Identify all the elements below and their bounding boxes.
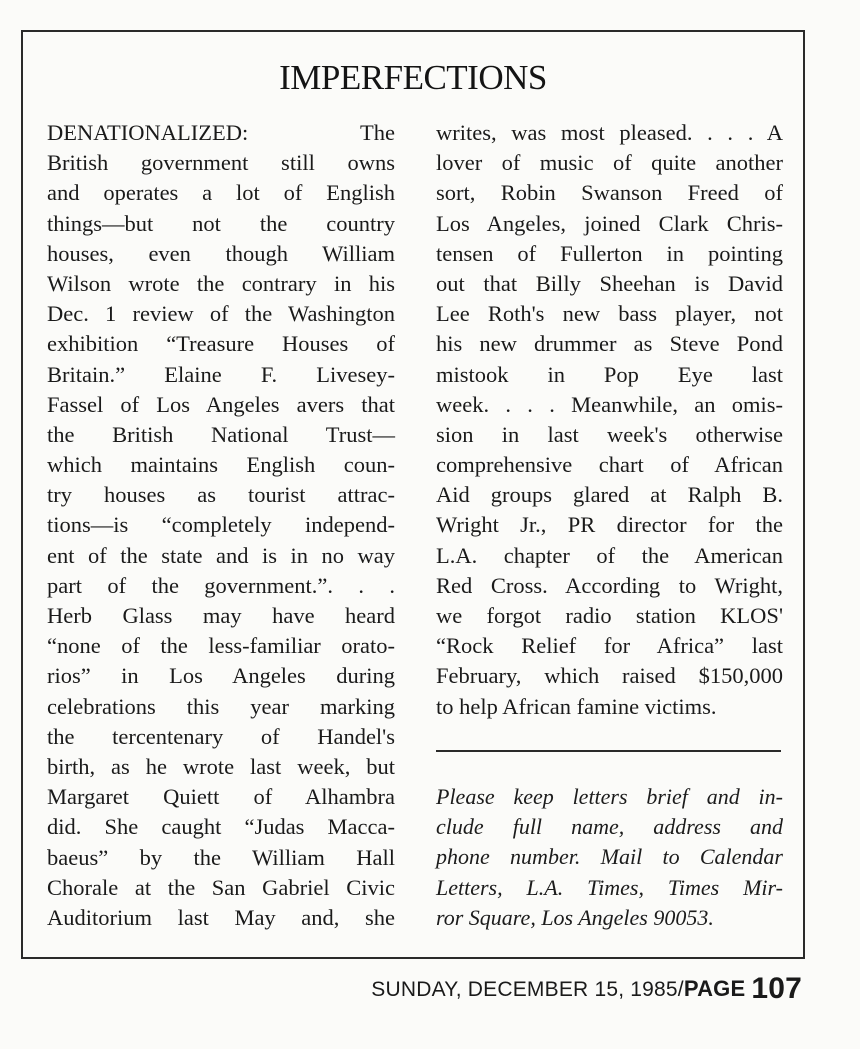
- text-line: Wright Jr., PR director for the: [436, 512, 783, 538]
- text-line: DENATIONALIZED: The: [47, 120, 395, 145]
- text-line: Auditorium last May and, she: [47, 904, 395, 930]
- text-line: the British National Trust—: [47, 421, 395, 447]
- text-line: lover of music of quite another: [436, 150, 783, 176]
- text-line: ror Square, Los Angeles 90053.: [436, 904, 714, 930]
- text-line: British government still owns: [47, 150, 395, 176]
- text-line: week. . . . Meanwhile, an omis-: [436, 391, 783, 417]
- text-line: Britain.” Elaine F. Livesey-: [47, 361, 395, 387]
- text-line: clude full name, address and: [436, 814, 783, 840]
- text-line: writes, was most pleased. . . . A: [436, 120, 783, 145]
- text-line: Letters, L.A. Times, Times Mir-: [436, 874, 783, 900]
- text-line: celebrations this year marking: [47, 693, 395, 719]
- text-line: Herb Glass may have heard: [47, 603, 395, 628]
- page-footer: [371, 972, 802, 1006]
- text-line: Margaret Quiett of Alhambra: [47, 784, 395, 810]
- text-line: tensen of Fullerton in pointing: [436, 240, 783, 266]
- text-line: to help African famine victims.: [436, 693, 717, 719]
- text-line: rios” in Los Angeles during: [47, 663, 395, 689]
- text-line: mistook in Pop Eye last: [436, 361, 783, 387]
- text-line: his new drummer as Steve Pond: [436, 331, 783, 357]
- text-line: “none of the less-familiar orato-: [47, 633, 395, 659]
- text-line: the tercentenary of Handel's: [47, 723, 395, 749]
- text-line: Lee Roth's new bass player, not: [436, 301, 783, 327]
- footer-date: SUNDAY, DECEMBER 15, 1985/: [371, 978, 684, 1001]
- article-headline: IMPERFECTIONS: [279, 58, 547, 97]
- text-line: out that Billy Sheehan is David: [436, 270, 783, 296]
- text-line: Aid groups glared at Ralph B.: [436, 482, 783, 508]
- text-line: did. She caught “Judas Macca-: [47, 814, 395, 840]
- text-line: and operates a lot of English: [47, 180, 395, 206]
- text-line: sort, Robin Swanson Freed of: [436, 180, 783, 206]
- text-line: Fassel of Los Angeles avers that: [47, 391, 395, 417]
- text-line: exhibition “Treasure Houses of: [47, 331, 395, 357]
- text-line: phone number. Mail to Calendar: [436, 844, 783, 870]
- text-line: ent of the state and is in no way: [47, 542, 395, 568]
- text-line: February, which raised $150,000: [436, 663, 783, 689]
- text-line: Wilson wrote the contrary in his: [47, 270, 395, 296]
- footer-page-label: PAGE: [683, 976, 746, 1001]
- text-line: comprehensive chart of African: [436, 452, 783, 478]
- text-line: Chorale at the San Gabriel Civic: [47, 874, 395, 900]
- text-line: try houses as tourist attrac-: [47, 482, 395, 508]
- text-line: baeus” by the William Hall: [47, 844, 395, 870]
- text-line: houses, even though William: [47, 240, 395, 266]
- article-left-column: [47, 118, 395, 933]
- article-box: [21, 30, 805, 959]
- column-divider-rule: [436, 750, 781, 752]
- text-line: Red Cross. According to Wright,: [436, 572, 783, 598]
- text-line: part of the government.”. . .: [47, 572, 395, 598]
- text-line: Los Angeles, joined Clark Chris-: [436, 210, 783, 236]
- text-line: Dec. 1 review of the Washington: [47, 301, 395, 327]
- text-line: “Rock Relief for Africa” last: [436, 633, 783, 659]
- letters-note: [436, 782, 783, 933]
- text-line: we forgot radio station KLOS': [436, 603, 783, 628]
- text-line: birth, as he wrote last week, but: [47, 753, 395, 779]
- text-line: Please keep letters brief and in-: [436, 784, 783, 809]
- article-right-column: [436, 118, 783, 722]
- text-line: which maintains English coun-: [47, 452, 395, 478]
- text-line: tions—is “completely independ-: [47, 512, 395, 538]
- text-line: L.A. chapter of the American: [436, 542, 783, 568]
- text-line: sion in last week's otherwise: [436, 421, 783, 447]
- text-line: things—but not the country: [47, 210, 395, 236]
- footer-page-number: 107: [751, 972, 802, 1005]
